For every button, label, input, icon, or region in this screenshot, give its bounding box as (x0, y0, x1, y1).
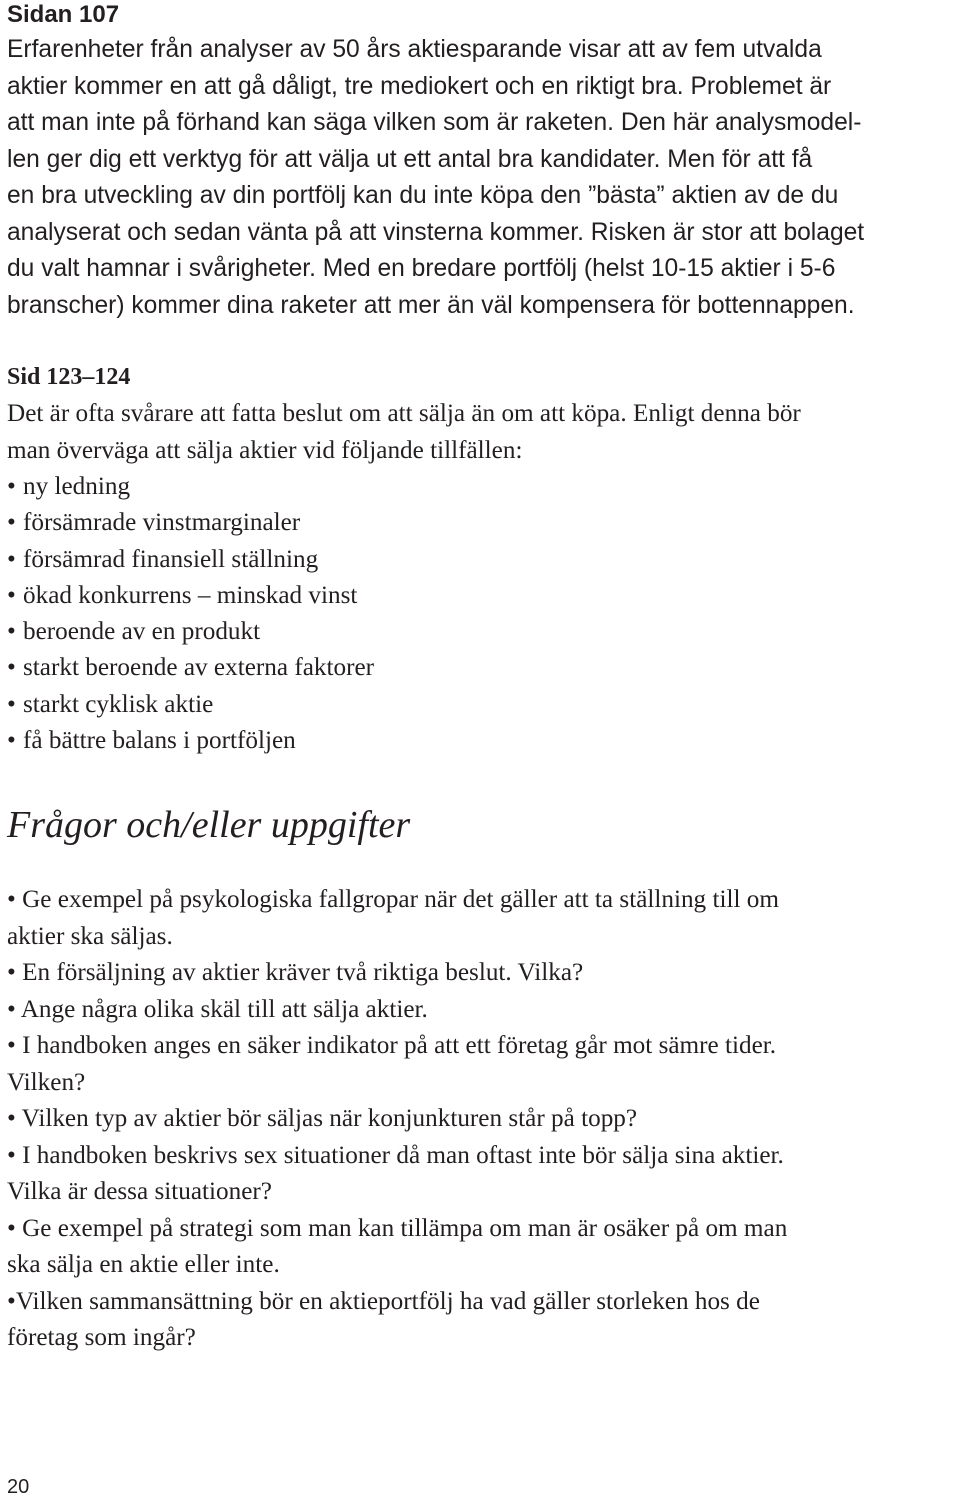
question-line: ska sälja en aktie eller inte. (7, 1251, 280, 1278)
list-item (7, 505, 374, 541)
question-line: Vilken? (7, 1068, 86, 1096)
list-item (7, 614, 374, 650)
bullet-icon: • (7, 473, 16, 500)
question-item (7, 1284, 959, 1357)
question-line: • Ge exempel på psykologiska fallgropar när det gäller att ta ställning till om (7, 886, 779, 913)
section-body-paragraph (7, 396, 959, 469)
paragraph-line: Det är ofta svårare att fatta beslut om att sälja än om att köpa. Enligt denna bör (7, 400, 801, 427)
paragraph-line: Erfarenheter från analyser av 50 års aktiesparande visar att av fem utvalda (7, 36, 822, 63)
bullet-icon: • (7, 509, 16, 537)
bullet-icon: • (7, 618, 16, 646)
questions-list (7, 882, 959, 1357)
paragraph-line: branscher) kommer dina raketer att mer än väl kompensera för bottennappen. (7, 291, 855, 319)
paragraph-line: aktier kommer en att gå dåligt, tre mediokert och en riktigt bra. Problemet är (7, 72, 832, 100)
question-item (7, 1138, 959, 1211)
list-item-text: starkt cyklisk aktie (23, 690, 214, 718)
sell-reasons-list (7, 469, 374, 759)
question-line: • Vilken typ av aktier bör säljas när konjunkturen står på topp? (7, 1105, 638, 1132)
question-line: • I handboken beskrivs sex situationer då man oftast inte bör sälja sina aktier. (7, 1141, 784, 1169)
list-item-text: ökad konkurrens – minskad vinst (23, 581, 358, 609)
section-heading-sidan-107: Sidan 107 (7, 1, 120, 28)
list-item-text: försämrade vinstmarginaler (23, 509, 301, 537)
list-item-text: beroende av en produkt (23, 618, 261, 646)
question-line: •Vilken sammansättning bör en aktieportfölj ha vad gäller storleken hos de (7, 1287, 760, 1315)
question-item (7, 992, 959, 1029)
list-item-text: ny ledning (23, 473, 131, 500)
question-line: • Ange några olika skäl till att sälja aktier. (7, 995, 428, 1023)
question-item (7, 1028, 959, 1101)
paragraph-line: du valt hamnar i svårigheter. Med en bredare portfölj (helst 10-15 aktier i 5-6 (7, 255, 836, 282)
question-line: • I handboken anges en säker indikator på att ett företag går mot sämre tider. (7, 1032, 777, 1059)
paragraph-line: att man inte på förhand kan säga vilken som är raketen. Den här analysmodel- (7, 109, 862, 136)
question-line: • Ge exempel på strategi som man kan tillämpa om man är osäker på om man (7, 1214, 788, 1242)
paragraph-line: en bra utveckling av din portfölj kan du inte köpa den ”bästa” aktien av de du (7, 182, 839, 209)
list-item (7, 650, 374, 686)
paragraph-line: man överväga att sälja aktier vid följande tillfällen: (7, 436, 523, 464)
question-line: • En försäljning av aktier kräver två riktiga beslut. Vilka? (7, 959, 584, 986)
bullet-icon: • (7, 581, 16, 609)
section-body-paragraph (7, 32, 959, 324)
list-item (7, 723, 374, 759)
question-item (7, 1101, 959, 1138)
question-item (7, 1211, 959, 1284)
questions-heading: Frågor och/eller uppgifter (7, 804, 411, 846)
question-item (7, 955, 959, 992)
paragraph-line: analyserat och sedan vänta på att vinsterna kommer. Risken är stor att bolaget (7, 218, 865, 246)
list-item (7, 542, 374, 578)
bullet-icon: • (7, 727, 16, 755)
bullet-icon: • (7, 654, 16, 682)
page-number: 20 (7, 1476, 30, 1498)
question-line: Vilka är dessa situationer? (7, 1178, 272, 1205)
paragraph-line: len ger dig ett verktyg för att välja ut ett antal bra kandidater. Men för att få (7, 145, 813, 173)
list-item-text: få bättre balans i portföljen (23, 727, 296, 755)
list-item-text: försämrad finansiell ställning (23, 545, 319, 573)
question-line: företag som ingår? (7, 1324, 196, 1351)
section-heading-sid-123-124: Sid 123–124 (7, 364, 131, 390)
list-item-text: starkt beroende av externa faktorer (23, 654, 375, 682)
question-line: aktier ska säljas. (7, 922, 173, 950)
bullet-icon: • (7, 690, 16, 718)
question-item (7, 882, 959, 955)
list-item (7, 578, 374, 614)
list-item (7, 687, 374, 723)
bullet-icon: • (7, 545, 16, 573)
list-item (7, 469, 374, 505)
